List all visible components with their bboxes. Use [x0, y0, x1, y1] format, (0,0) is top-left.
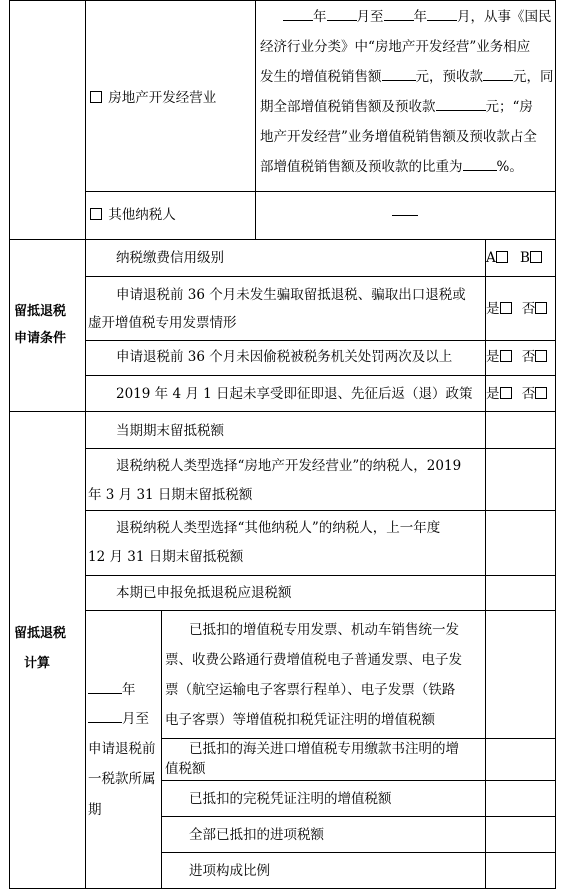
- section-label-conditions: 留抵退税: [14, 304, 67, 319]
- real-estate-line-4: 期全部增值税销售额及预收款 元；“房: [260, 94, 533, 120]
- period-year: 年: [88, 677, 136, 703]
- penalty-condition: 申请退税前 36 个月未因偷税被税务机关处罚两次及以上: [116, 349, 453, 365]
- checkbox-b[interactable]: [530, 251, 542, 263]
- blank[interactable]: [463, 156, 497, 171]
- column-divider: [255, 0, 256, 239]
- checkbox-yes[interactable]: [500, 350, 512, 362]
- period-label-line-5: 期: [88, 802, 102, 818]
- blank[interactable]: [88, 679, 122, 694]
- table-border-right: [555, 0, 556, 889]
- column-divider: [161, 610, 162, 889]
- blank[interactable]: [327, 6, 357, 21]
- blank[interactable]: [483, 66, 513, 81]
- period-label-line-4: 一税款所属: [88, 771, 156, 787]
- fraud-condition-line-1: 申请退税前 36 个月未发生骗取留抵退税、骗取出口退税或: [116, 287, 466, 303]
- real-estate-option: 房地产开发经营业: [88, 85, 216, 111]
- other-taxpayer-option: 其他纳税人: [88, 202, 176, 228]
- checkbox-no[interactable]: [535, 350, 547, 362]
- credit-level-label: 纳税缴费信用级别: [116, 250, 224, 266]
- column-divider: [485, 239, 486, 889]
- checkbox[interactable]: [90, 208, 102, 220]
- checkbox[interactable]: [90, 91, 102, 103]
- row-divider: [85, 191, 556, 192]
- yes-no-options: 是 否: [486, 344, 549, 370]
- blank[interactable]: [384, 6, 414, 21]
- checkbox-a[interactable]: [496, 251, 508, 263]
- section-label-calculation: 计算: [24, 656, 51, 671]
- invoice-tax-line-4: 电子客票）等增值税扣税凭证注明的增值税额: [165, 712, 435, 728]
- checkbox-no[interactable]: [535, 387, 547, 399]
- period-label-line-3: 申请退税前: [88, 741, 156, 757]
- customs-tax-line-1: 已抵扣的海关进口增值税专用缴款书注明的增: [189, 741, 459, 757]
- blank[interactable]: [283, 6, 313, 21]
- other-credit-line-1: 退税纳税人类型选择“其他纳税人”的纳税人，上一年度: [116, 520, 441, 536]
- real-estate-credit-line-2: 年 3 月 31 日期末留抵税额: [88, 487, 253, 503]
- checkbox-no[interactable]: [535, 302, 547, 314]
- period-end-credit: 当期期末留抵税额: [116, 423, 224, 439]
- checkbox-yes[interactable]: [500, 302, 512, 314]
- invoice-tax-line-1: 已抵扣的增值税专用发票、机动车销售统一发: [189, 622, 459, 638]
- checkbox-yes[interactable]: [500, 387, 512, 399]
- row-divider: [161, 852, 556, 853]
- real-estate-credit-line-1: 退税纳税人类型选择“房地产开发经营业”的纳税人，2019: [116, 458, 462, 474]
- invoice-tax-line-2: 票、收费公路通行费增值税电子普通发票、电子发: [165, 652, 462, 668]
- row-divider: [161, 816, 556, 817]
- declared-refund: 本期已申报免抵退税应退税额: [116, 585, 292, 601]
- fraud-condition-line-2: 虚开增值税专用发票情形: [88, 315, 237, 331]
- blank[interactable]: [382, 66, 416, 81]
- row-divider: [161, 780, 556, 781]
- real-estate-line-5: 地产开发经营”业务增值税销售额及预收款占全: [260, 129, 537, 145]
- real-estate-line-3: 发生的增值税销售额 元，预收款 元，同: [260, 64, 554, 90]
- input-tax-ratio: 进项构成比例: [189, 863, 270, 879]
- all-input-tax: 全部已抵扣的进项税额: [189, 827, 324, 843]
- invoice-tax-line-3: 票（航空运输电子客票行程单）、电子发票（铁路: [165, 682, 456, 698]
- not-applicable-dash: [392, 215, 418, 216]
- section-label-calculation: 留抵退税: [14, 626, 67, 641]
- real-estate-line-6: 部增值税销售额及预收款的比重为 %。: [260, 154, 523, 180]
- yes-no-options: 是 否: [486, 381, 549, 407]
- customs-tax-line-2: 值税额: [165, 761, 206, 777]
- period-month: 月至: [88, 706, 149, 732]
- other-credit-line-2: 12 月 31 日期末留抵税额: [88, 549, 244, 565]
- blank[interactable]: [88, 708, 122, 723]
- table-border-top: [9, 0, 556, 1]
- table-border-left: [9, 0, 10, 889]
- blank[interactable]: [436, 96, 486, 111]
- row-divider: [9, 411, 556, 412]
- row-divider: [9, 239, 556, 240]
- policy-condition: 2019 年 4 月 1 日起未享受即征即退、先征后返（退）政策: [116, 386, 473, 402]
- real-estate-line-1: 年 月至 年 月，从事《国民: [283, 4, 552, 30]
- real-estate-line-2: 经济行业分类》中“房地产开发经营”业务相应: [260, 39, 531, 55]
- section-label-conditions: 申请条件: [14, 331, 67, 346]
- table-border-bottom: [9, 888, 556, 889]
- yes-no-options: 是 否: [486, 296, 549, 322]
- column-divider: [85, 0, 86, 889]
- credit-level-options: A B: [486, 245, 544, 271]
- tax-voucher-amount: 已抵扣的完税凭证注明的增值税额: [189, 791, 392, 807]
- blank[interactable]: [427, 6, 457, 21]
